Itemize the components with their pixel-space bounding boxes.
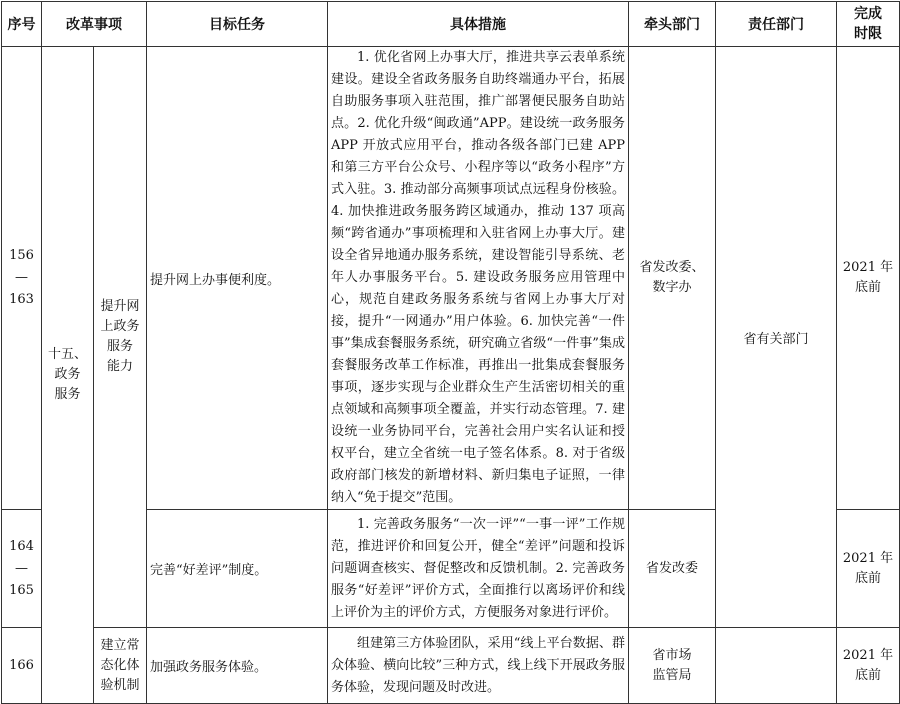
lead-dept-cell: 省市场 监管局: [629, 628, 716, 704]
row-seq: 164 — 165: [2, 510, 42, 628]
deadline-cell: 2021 年 底前: [837, 628, 900, 704]
measures-cell: 1. 优化省网上办事大厅，推进共享云表单系统建设。建设全省政务服务自助终端通办平台，拓展自助服务事项入驻范围，推广部署便民服务自助站点。2. 优化升级“闽政通”APP。建设统一政务服务 APP 开放式应用平台，推动各级各部门已建 APP 和第三方平台公众号、小程序等以“政务小程序”方式入驻。3. 推动部分高频事项试点远程身份核验。4. 加快推进政务服务跨区域通办，推动 137 项高频“跨省通办”事项梳理和入驻省网上办事大厅。建设全省异地通办服务系统，建设智能引导系统、老年人办事服务平台。5. 建设政务服务应用管理中心，规范自建政务服务系统与省网上办事大厅对接，提升“一网通办”用户体验。6. 加快完善“一件事”集成套餐服务系统，研究确立省级“一件事”集成套餐服务改革工作标准，再推出一批集成套餐服务事项，逐步实现与企业群众生产生活密切相关的重点领域和高频事项全覆盖，并实行动态管理。7. 建设统一业务协同平台，完善社会用户实名认证和授权平台，建立全省统一电子签名体系。8. 对于省级政府部门核发的新增材料、新归集电子证照，一律纳入“免于提交”范围。: [328, 47, 629, 510]
measures-cell: 组建第三方体验团队，采用“线上平台数据、群众体验、横向比较”三种方式，线上线下开展政务服务体验，发现问题及时改进。: [328, 628, 629, 704]
table-row: [2, 47, 900, 510]
header-reform-item: 改革事项: [42, 2, 147, 47]
header-target: 目标任务: [147, 2, 328, 47]
target-cell: 完善“好差评”制度。: [147, 510, 328, 628]
measures-cell: 1. 完善政务服务“一次一评”“一事一评”工作规范，推进评价和回复公开，健全“差评”问题和投诉问题调查核实、督促整改和反馈机制。2. 完善政务服务“好差评”评价方式，全面推行以离场评价和线上评价为主的评价方式，方便服务对象进行评价。: [328, 510, 629, 628]
header-seq: 序号: [2, 2, 42, 47]
target-cell: 加强政务服务体验。: [147, 628, 328, 704]
header-row: [2, 2, 900, 47]
sub-item-cell: 建立常 态化体 验机制: [94, 628, 147, 704]
category-cell: 十五、 政务 服务: [42, 47, 94, 704]
header-measures: 具体措施: [328, 2, 629, 47]
header-lead-dept: 牵头部门: [629, 2, 716, 47]
header-deadline: 完成 时限: [837, 2, 900, 47]
sub-item-cell: 提升网 上政务 服务 能力: [94, 47, 147, 628]
resp-dept-cell: 省有关部门: [716, 47, 837, 628]
deadline-cell: 2021 年 底前: [837, 47, 900, 510]
measures-table: [1, 1, 900, 704]
lead-dept-cell: 省发改委: [629, 510, 716, 628]
lead-dept-cell: 省发改委、 数字办: [629, 47, 716, 510]
header-resp-dept: 责任部门: [716, 2, 837, 47]
row-seq: 166: [2, 628, 42, 704]
deadline-cell: 2021 年 底前: [837, 510, 900, 628]
target-cell: 提升网上办事便利度。: [147, 47, 328, 510]
row-seq: 156 — 163: [2, 47, 42, 510]
